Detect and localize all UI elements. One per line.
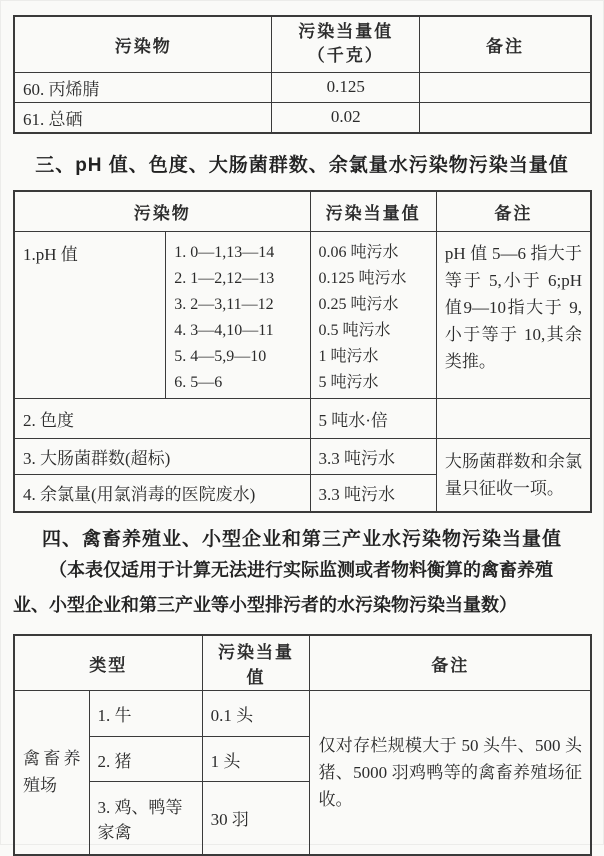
ph-value: 0.5 吨污水 (318, 321, 391, 339)
ph-range: 6. 5—6 (174, 373, 223, 391)
table-header-row (14, 191, 591, 231)
header-equivalent-value-kg (272, 16, 420, 72)
section4-title: 四、禽畜养殖业、小型企业和第三产业水污染物污染当量值 (41, 529, 562, 550)
section3-title: 三、pH 值、色度、大肠菌群数、余氯量水污染物污染当量值 (35, 155, 569, 176)
pollutant-name: 4. 余氯量(用氯消毒的医院废水) (14, 474, 310, 512)
header-equivalent-value-line2: （千克） (307, 46, 384, 66)
ph-row (14, 231, 591, 398)
ph-label: 1.pH 值 (14, 231, 166, 398)
animal-value: 0.1 头 (202, 691, 310, 737)
ph-value: 1 吨污水 (318, 347, 379, 365)
ph-range: 4. 3—4,10—11 (174, 321, 274, 339)
ph-value: 5 吨污水 (318, 373, 379, 391)
pollutant-value: 3.3 吨污水 (310, 438, 436, 474)
header-remark: 备注 (436, 191, 591, 231)
header-equivalent-value: 污染当量值 (310, 191, 436, 231)
shared-remark: 大肠菌群数和余氯量只征收一项。 (436, 438, 591, 512)
ph-chroma-coliform-table (13, 190, 592, 513)
ph-range: 1. 0—1,13—14 (174, 243, 275, 261)
animal-type: 2. 猪 (89, 737, 202, 782)
cattle-row (14, 691, 591, 737)
header-type: 类型 (14, 635, 202, 691)
livestock-table (13, 634, 592, 856)
table-row (14, 72, 591, 102)
pollutant-name: 60. 丙烯腈 (14, 72, 272, 102)
header-pollutant: 污染物 (14, 16, 272, 72)
animal-value: 30 羽 (202, 782, 310, 855)
animal-value: 1 头 (202, 737, 310, 782)
pollutant-value: 0.02 (272, 102, 420, 133)
farm-remark: 仅对存栏规模大于 50 头牛、500 头猪、5000 羽鸡鸭等的禽畜养殖场征收。 (310, 691, 591, 855)
ph-value: 0.06 吨污水 (318, 243, 399, 261)
ph-range: 5. 4—5,9—10 (174, 347, 267, 365)
coliform-row (14, 438, 591, 474)
table-row (14, 102, 591, 133)
table-header-row (14, 635, 591, 691)
pollutant-name: 61. 总硒 (14, 102, 272, 133)
ph-range-list (166, 231, 310, 398)
farm-group-label: 禽畜养殖场 (14, 691, 89, 855)
header-equivalent-value: 污染当量值 (202, 635, 310, 691)
pollutant-value: 0.125 (272, 72, 420, 102)
header-pollutant: 污染物 (14, 191, 310, 231)
animal-type: 3. 鸡、鸭等家禽 (89, 782, 202, 855)
pollutant-remark (420, 72, 591, 102)
pollutant-remark (436, 398, 591, 438)
ph-value-list (310, 231, 436, 398)
pollutant-kg-table (13, 15, 592, 134)
pollutant-name: 2. 色度 (14, 398, 310, 438)
ph-range: 2. 1—2,12—13 (174, 269, 275, 287)
section4-note: （本表仅适用于计算无法进行实际监测或者物料衡算的禽畜养殖业、小型企业和第三产业等小型排污者的水污染物污染当量数） (13, 560, 553, 615)
ph-value: 0.125 吨污水 (318, 269, 407, 287)
pollutant-name: 3. 大肠菌群数(超标) (14, 438, 310, 474)
header-remark: 备注 (420, 16, 591, 72)
header-remark: 备注 (310, 635, 591, 691)
pollutant-value: 3.3 吨污水 (310, 474, 436, 512)
header-equivalent-value-line1: 污染当量值 (298, 22, 394, 42)
table-header-row (14, 16, 591, 72)
ph-range: 3. 2—3,11—12 (174, 295, 274, 313)
pollutant-remark (420, 102, 591, 133)
pollutant-value: 5 吨水·倍 (310, 398, 436, 438)
animal-type: 1. 牛 (89, 691, 202, 737)
chroma-row (14, 398, 591, 438)
ph-remark: pH 值 5—6 指大于等于 5,小于 6;pH 值9—10指大于 9,小于等于 10,其余类推。 (436, 231, 591, 398)
ph-value: 0.25 吨污水 (318, 295, 399, 313)
